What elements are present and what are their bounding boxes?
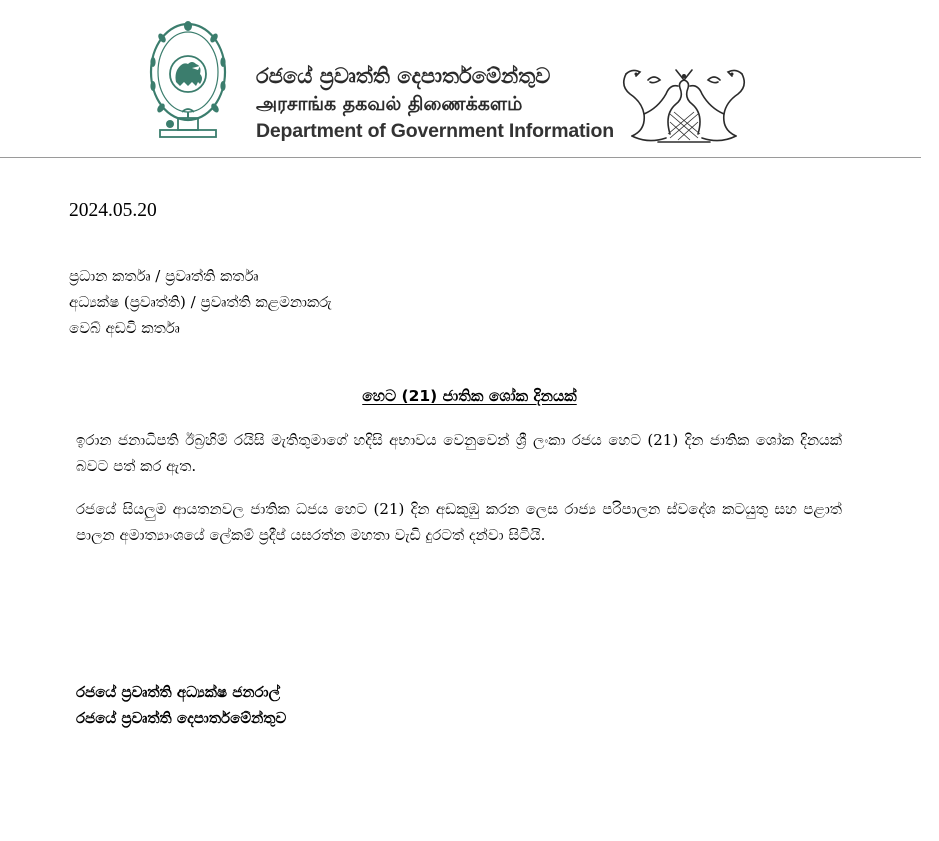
heading-text: හෙට (21) ජාතික ශෝක දිනයක් xyxy=(362,387,577,405)
signatory-title: රජයේ ප්‍රවෘත්ති අධ්‍යක්ෂ ජනරාල් xyxy=(76,683,281,701)
addressee-line: වෙබ් අඩවි කර්තෘ xyxy=(69,319,180,337)
addressee-line: අධ්‍යක්ෂ (ප්‍රවෘත්ති) / ප්‍රවෘත්ති කළමනාකරු xyxy=(69,293,332,311)
signatory-department: රජයේ ප්‍රවෘත්ති දෙපාර්තමේන්තුව xyxy=(76,709,287,727)
press-release-heading xyxy=(0,384,939,408)
body-paragraph: ඉරාන ජනාධිපති ඊබ්‍රහිම් රයිසි මැතිතුමාගේ හදිසි අභාවය වෙනුවෙන් ශ්‍රී ලංකා රජය හෙට (21) දින ජාතික ශෝක දිනයක් බවට පත් කර ඇත. xyxy=(76,431,842,475)
letterhead xyxy=(0,0,939,160)
addressee-line: ප්‍රධාන කර්තෘ / ප්‍රවෘත්ති කර්තෘ xyxy=(69,267,259,285)
department-title-tamil: அரசாங்க தகவல் திணைக்களம் xyxy=(256,93,523,115)
body-paragraph: රජයේ සියලුම ආයතනවල ජාතික ධජය හෙට (21) දින අඩකුඹු කරන ලෙස රාජ්‍ය පරිපාලන ස්වදේශ කටයුතු සහ පළාත් පාලන අමාත්‍යාංශයේ ලේකම් ප්‍රදීප් යසරත්න මහතා වැඩි දුරටත් දන්වා සිටියි. xyxy=(76,500,842,544)
sri-lanka-emblem-icon xyxy=(148,20,228,144)
signature-block xyxy=(76,679,286,731)
letterhead-titles xyxy=(256,62,612,144)
department-title-sinhala: රජයේ ප්‍රවෘත්ති දෙපාර්තමේන්තුව xyxy=(256,64,551,88)
swan-emblem-icon xyxy=(618,64,750,148)
letterhead-divider xyxy=(0,157,921,158)
addressee-block xyxy=(69,263,332,341)
department-title-english: Department of Government Information xyxy=(256,120,614,142)
document-date: 2024.05.20 xyxy=(69,200,157,221)
